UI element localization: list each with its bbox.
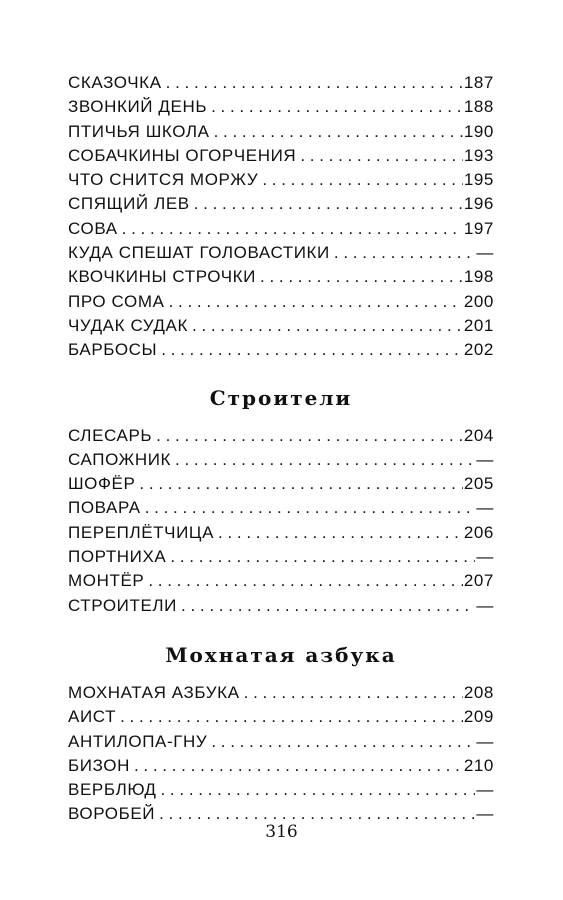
dot-leader	[175, 448, 475, 472]
dot-leader	[170, 545, 475, 569]
toc-entry	[68, 569, 494, 593]
entry-title: ЧУДАК СУДАК	[68, 315, 188, 335]
entry-page-number: —	[476, 449, 494, 469]
entry-page-number: —	[476, 804, 494, 824]
section-heading: Строители	[209, 385, 353, 410]
dot-leader	[161, 338, 463, 362]
toc-section-mokhnataya-azbuka	[68, 643, 494, 827]
toc-entry	[68, 730, 494, 754]
entry-page-number: —	[476, 498, 494, 518]
toc-section-stroiteli	[68, 386, 494, 618]
dot-leader	[244, 681, 463, 705]
entry-title: МОНТЁР	[68, 571, 145, 591]
dot-leader	[160, 778, 475, 802]
dot-leader	[122, 217, 463, 241]
entry-page-number: 210	[463, 755, 494, 775]
toc-list	[68, 71, 494, 363]
toc-entry	[68, 778, 494, 802]
toc-list	[68, 681, 494, 827]
entry-page-number: 206	[463, 522, 494, 542]
toc-section-1	[68, 71, 494, 363]
toc-entry	[68, 120, 494, 144]
entry-title: КВОЧКИНЫ СТРОЧКИ	[68, 267, 256, 287]
entry-title: СОВА	[68, 218, 118, 238]
entry-title: СПЯЩИЙ ЛЕВ	[68, 194, 190, 214]
dot-leader	[262, 168, 462, 192]
entry-title: ЧТО СНИТСЯ МОРЖУ	[68, 170, 259, 190]
toc-entry	[68, 705, 494, 729]
entry-page-number: 193	[463, 145, 494, 165]
toc-entry	[68, 448, 494, 472]
entry-page-number: 209	[463, 707, 494, 727]
toc-list	[68, 424, 494, 618]
dot-leader	[260, 265, 463, 289]
entry-page-number: —	[476, 243, 494, 263]
toc-entry	[68, 241, 494, 265]
entry-title: ВОРОБЕЙ	[68, 804, 156, 824]
entry-page-number: 202	[463, 340, 494, 360]
entry-title: МОХНАТАЯ АЗБУКА	[68, 682, 240, 702]
toc-entry	[68, 71, 494, 95]
entry-title: СТРОИТЕЛИ	[68, 595, 178, 615]
toc-entry	[68, 594, 494, 618]
entry-page-number: 207	[463, 571, 494, 591]
dot-leader	[194, 192, 463, 216]
entry-title: ПОРТНИХА	[68, 547, 167, 567]
entry-page-number: 188	[463, 97, 494, 117]
entry-title: АИСТ	[68, 707, 117, 727]
dot-leader	[134, 754, 463, 778]
dot-leader	[169, 290, 463, 314]
toc-entry	[68, 314, 494, 338]
dot-leader	[211, 730, 475, 754]
entry-title: СКАЗОЧКА	[68, 73, 162, 92]
entry-title: СОБАЧКИНЫ ОГОРЧЕНИЯ	[68, 145, 297, 165]
dot-leader	[139, 472, 462, 496]
dot-leader	[214, 120, 463, 144]
toc-entry	[68, 290, 494, 314]
dot-leader	[300, 144, 463, 168]
toc-entry	[68, 338, 494, 362]
entry-page-number: 190	[463, 121, 494, 141]
entry-page-number: 205	[463, 474, 494, 494]
entry-title: ЗВОНКИЙ ДЕНЬ	[68, 97, 208, 117]
entry-title: ПТИЧЬЯ ШКОЛА	[68, 121, 210, 141]
toc-entry	[68, 424, 494, 448]
entry-title: САПОЖНИК	[68, 449, 172, 469]
dot-leader	[148, 569, 462, 593]
toc-entry	[68, 144, 494, 168]
entry-title: ШОФЁР	[68, 474, 136, 494]
entry-title: БАРБОСЫ	[68, 340, 158, 360]
entry-title: ВЕРБЛЮД	[68, 780, 157, 800]
section-heading: Мохнатая азбука	[165, 642, 397, 667]
toc-entry	[68, 754, 494, 778]
toc-entry	[68, 521, 494, 545]
toc-entry	[68, 545, 494, 569]
dot-leader	[181, 594, 475, 618]
entry-page-number: 204	[463, 425, 494, 445]
toc-entry	[68, 192, 494, 216]
dot-leader	[211, 95, 463, 119]
dot-leader	[218, 521, 463, 545]
entry-page-number: 197	[463, 218, 494, 238]
dot-leader	[156, 424, 463, 448]
toc-entry	[68, 472, 494, 496]
entry-page-number: 200	[463, 291, 494, 311]
entry-title: КУДА СПЕШАТ ГОЛОВАСТИКИ	[68, 243, 330, 263]
toc-entry	[68, 168, 494, 192]
entry-title: АНТИЛОПА-ГНУ	[68, 731, 208, 751]
toc-entry	[68, 95, 494, 119]
entry-page-number: —	[476, 595, 494, 615]
dot-leader	[334, 241, 476, 265]
dot-leader	[120, 705, 463, 729]
table-of-contents	[68, 71, 494, 827]
toc-entry	[68, 265, 494, 289]
entry-page-number: 208	[463, 682, 494, 702]
entry-page-number: 196	[463, 194, 494, 214]
entry-title: СЛЕСАРЬ	[68, 425, 153, 445]
toc-entry	[68, 681, 494, 705]
entry-title: ПРО СОМА	[68, 291, 165, 311]
entry-page-number: 201	[463, 315, 494, 335]
entry-page-number: 187	[463, 73, 494, 92]
entry-page-number: —	[476, 731, 494, 751]
dot-leader	[192, 314, 463, 338]
entry-page-number: 198	[463, 267, 494, 287]
entry-page-number: —	[476, 547, 494, 567]
entry-title: ПОВАРА	[68, 498, 141, 518]
page-number: 316	[265, 822, 298, 842]
toc-entry	[68, 496, 494, 520]
entry-title: БИЗОН	[68, 755, 130, 775]
entry-title: ПЕРЕПЛЁТЧИЦА	[68, 522, 215, 542]
dot-leader	[145, 496, 476, 520]
toc-entry	[68, 217, 494, 241]
entry-page-number: 195	[463, 170, 494, 190]
dot-leader	[166, 71, 463, 95]
entry-page-number: —	[476, 780, 494, 800]
